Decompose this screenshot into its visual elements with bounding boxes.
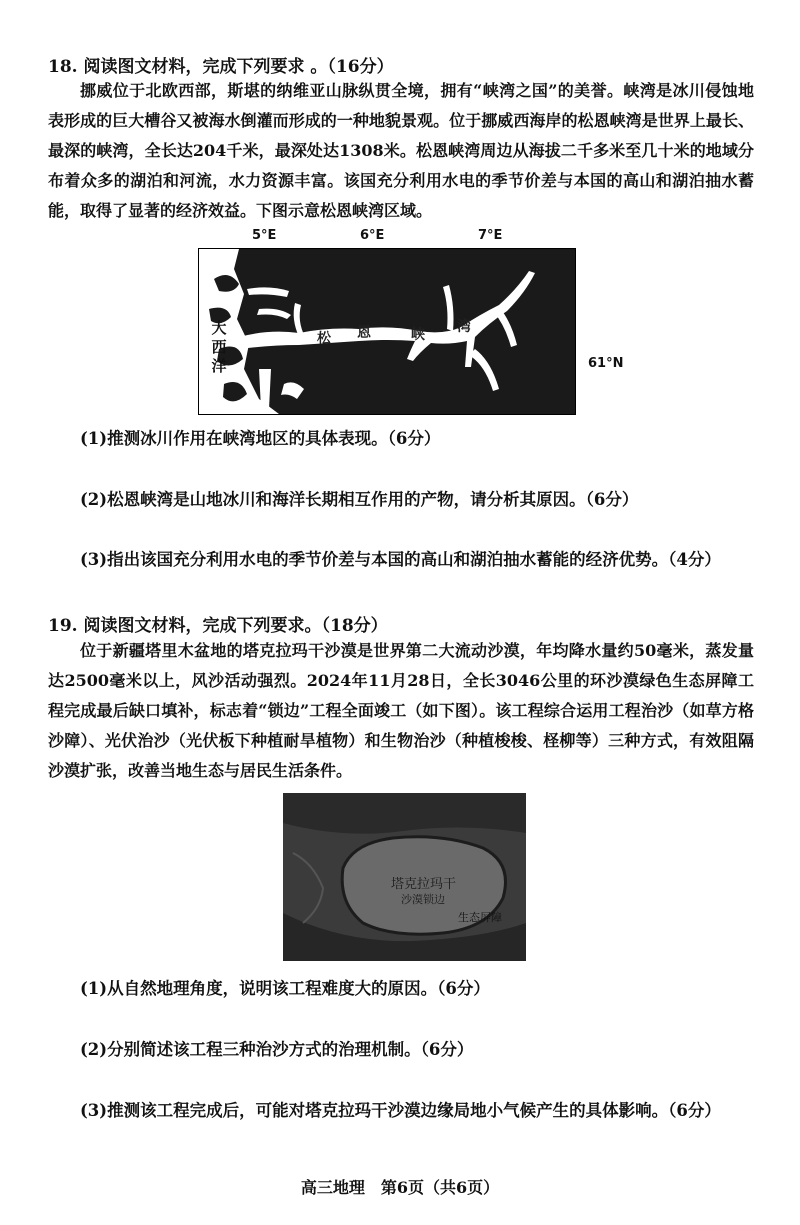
fjord-char-1: 松 [317,331,331,347]
q18-sub-2: (2)松恩峡湾是山地冰川和海洋长期相互作用的产物，请分析其原因。（6分） [80,490,639,509]
fjord-map-drawing [199,249,575,414]
atlantic-ocean-label: 大西洋 [211,319,227,375]
lon-label-7e: 7°E [478,228,503,243]
q19-sub-2: (2)分别简述该工程三种治沙方式的治理机制。（6分） [80,1040,474,1059]
fjord-char-2: 恩 [357,325,371,341]
q18-sub-1: (1)推测冰川作用在峡湾地区的具体表现。（6分） [80,429,441,448]
fjord-char-4: 湾 [457,319,471,335]
map-frame [198,248,576,415]
lon-label-5e: 5°E [252,228,277,243]
lat-label-61n: 61°N [588,356,624,371]
q19-header: 19. 阅读图文材料，完成下列要求。（18分） [48,616,388,636]
q18-sub-3: (3)指出该国充分利用水电的季节价差与本国的高山和湖泊抽水蓄能的经济优势。（4分） [80,550,721,569]
q19-material: 位于新疆塔里木盆地的塔克拉玛干沙漠是世界第二大流动沙漠，年均降水量约50毫米，蒸发量达2500毫米以上，风沙活动强烈。2024年11月28日，全长3046公里的环沙漠绿色生态屏障工程完成最后缺口填补，标志着“锁边”工程全面竣工（如下图）。该工程综合运用工程治沙（如草方格沙障）、光伏治沙（光伏板下种植耐旱植物）和生物治沙（种植梭梭、柽柳等）三种方式，有效阻隔沙漠扩张，改善当地生态与居民生活条件。 [48,641,754,780]
satellite-image [283,793,526,961]
photo-label-side: 生态屏障 [458,911,502,924]
q18-material: 挪威位于北欧西部，斯堪的纳维亚山脉纵贯全境，拥有“峡湾之国”的美誉。峡湾是冰川侵蚀地表形成的巨大槽谷又被海水倒灌而形成的一种地貌景观。位于挪威西海岸的松恩峡湾是世界上最长、最深的峡湾，全长达204千米，最深处达1308米。松恩峡湾周边从海拔二千多米至几十米的地域分布着众多的湖泊和河流，水力资源丰富。该国充分利用水电的季节价差与本国的高山和湖泊抽水蓄能，取得了显著的经济效益。下图示意松恩峡湾区域。 [48,81,754,220]
satellite-photo [283,793,526,961]
photo-label-line2: 沙漠锁边 [401,893,445,906]
fjord-char-3: 峡 [411,327,425,343]
fjord-map [190,228,630,418]
lon-label-6e: 6°E [360,228,385,243]
q19-sub-3: (3)推测该工程完成后，可能对塔克拉玛干沙漠边缘局地小气候产生的具体影响。（6分） [80,1101,721,1120]
q19-sub-1: (1)从自然地理角度，说明该工程难度大的原因。（6分） [80,979,490,998]
q18-header: 18. 阅读图文材料，完成下列要求 。（16分） [48,57,394,77]
page-footer: 高三地理 第6页（共6页） [300,1178,500,1197]
photo-label-line1: 塔克拉玛干 [391,877,457,892]
